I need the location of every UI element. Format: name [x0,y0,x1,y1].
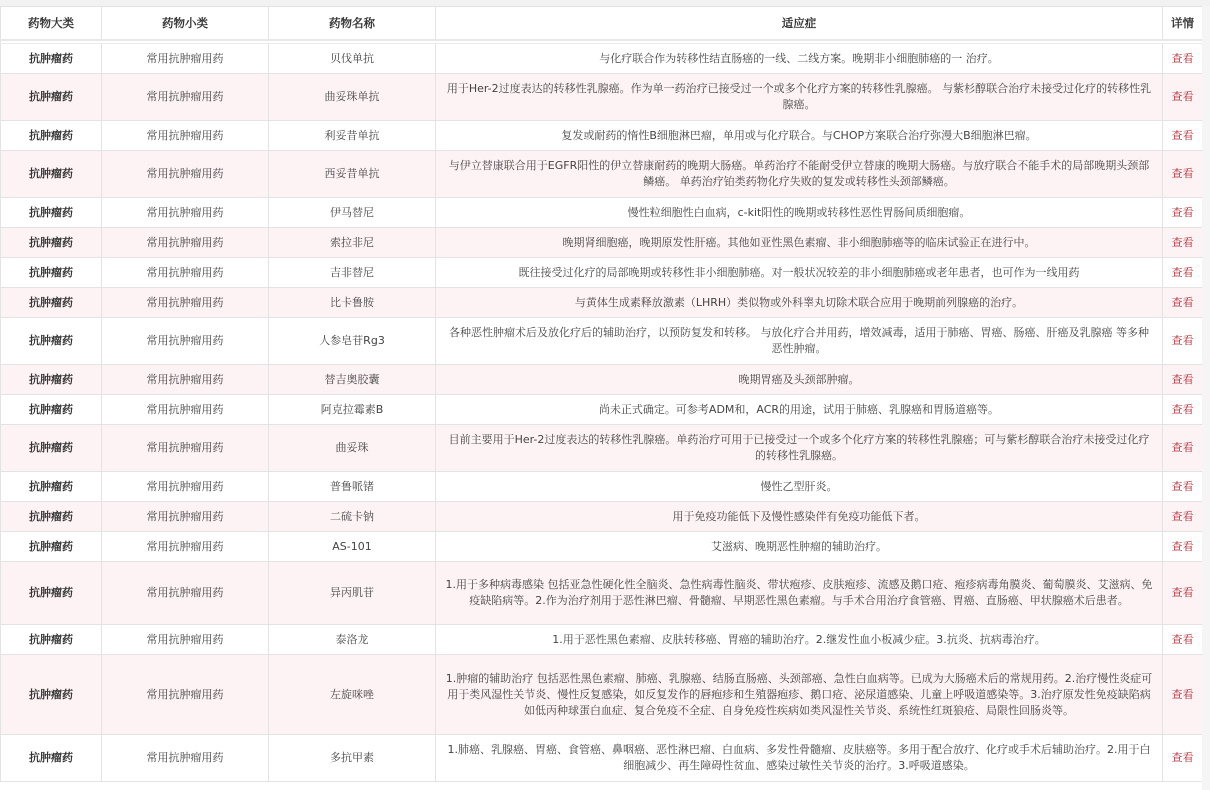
view-detail-link[interactable]: 查看 [1171,687,1194,701]
cell-subcategory: 常用抗肿瘤用药 [102,735,269,782]
cell-category: 抗肿瘤药 [1,425,102,472]
cell-detail [1163,472,1203,502]
header-name: 药物名称 [269,7,436,40]
cell-category: 抗肿瘤药 [1,655,102,735]
table-row [1,655,1203,735]
drug-table [0,6,1203,782]
cell-subcategory: 常用抗肿瘤用药 [102,625,269,655]
cell-category: 抗肿瘤药 [1,198,102,228]
table-row [1,318,1203,365]
view-detail-link[interactable]: 查看 [1171,205,1194,219]
table-row [1,228,1203,258]
cell-drug-name: 人参皂苷Rg3 [269,318,436,365]
header-category: 药物大类 [1,7,102,40]
cell-detail [1163,562,1203,625]
table-row [1,74,1203,121]
cell-drug-name: AS-101 [269,532,436,562]
view-detail-link[interactable]: 查看 [1171,402,1194,416]
cell-detail [1163,655,1203,735]
table-row [1,44,1203,74]
table-header-row [1,7,1203,40]
cell-category: 抗肿瘤药 [1,502,102,532]
view-detail-link[interactable]: 查看 [1171,334,1194,347]
view-detail-link[interactable]: 查看 [1171,128,1194,142]
cell-drug-name: 阿克拉霉素B [269,395,436,425]
cell-drug-name: 利妥昔单抗 [269,121,436,151]
cell-indication: 用于免疫功能低下及慢性感染伴有免疫功能低下者。 [436,502,1163,532]
cell-subcategory: 常用抗肿瘤用药 [102,425,269,472]
cell-subcategory: 常用抗肿瘤用药 [102,74,269,121]
cell-subcategory: 常用抗肿瘤用药 [102,258,269,288]
cell-indication: 慢性粒细胞性白血病，c-kit阳性的晚期或转移性恶性胃肠间质细胞瘤。 [436,198,1163,228]
cell-category: 抗肿瘤药 [1,74,102,121]
cell-detail [1163,288,1203,318]
cell-drug-name: 多抗甲素 [269,735,436,782]
cell-indication: 与伊立替康联合用于EGFR阳性的伊立替康耐药的晚期大肠癌。单药治疗不能耐受伊立替康的晚期大肠癌。与放疗联合不能手术的局部晚期头颈部鳞癌。 单药治疗铂类药物化疗失败的复发或转移性头颈部鳞癌。 [436,151,1163,198]
cell-drug-name: 曲妥珠单抗 [269,74,436,121]
cell-category: 抗肿瘤药 [1,228,102,258]
cell-category: 抗肿瘤药 [1,151,102,198]
cell-subcategory: 常用抗肿瘤用药 [102,365,269,395]
scrollbar-track[interactable] [1202,6,1210,790]
cell-drug-name: 替吉奥胶囊 [269,365,436,395]
cell-subcategory: 常用抗肿瘤用药 [102,151,269,198]
cell-subcategory: 常用抗肿瘤用药 [102,288,269,318]
cell-drug-name: 伊马替尼 [269,198,436,228]
header-detail: 详情 [1163,7,1203,40]
cell-indication: 1.用于恶性黑色素瘤、皮肤转移癌、胃癌的辅助治疗。2.继发性血小板减少症。3.抗炎、抗病毒治疗。 [436,625,1163,655]
cell-category: 抗肿瘤药 [1,365,102,395]
cell-category: 抗肿瘤药 [1,44,102,74]
cell-category: 抗肿瘤药 [1,562,102,625]
header-subcategory: 药物小类 [102,7,269,40]
view-detail-link[interactable]: 查看 [1171,441,1194,454]
view-detail-link[interactable]: 查看 [1171,295,1194,309]
cell-indication: 艾滋病、晚期恶性肿瘤的辅助治疗。 [436,532,1163,562]
cell-subcategory: 常用抗肿瘤用药 [102,395,269,425]
header-indication: 适应症 [436,7,1163,40]
cell-drug-name: 吉非替尼 [269,258,436,288]
table-row [1,395,1203,425]
view-detail-link[interactable]: 查看 [1171,51,1194,65]
cell-drug-name: 二硫卡钠 [269,502,436,532]
table-row [1,625,1203,655]
cell-indication: 复发或耐药的惰性B细胞淋巴瘤，单用或与化疗联合。与CHOP方案联合治疗弥漫大B细胞淋巴瘤。 [436,121,1163,151]
cell-subcategory: 常用抗肿瘤用药 [102,532,269,562]
cell-category: 抗肿瘤药 [1,735,102,782]
view-detail-link[interactable]: 查看 [1171,479,1194,493]
view-detail-link[interactable]: 查看 [1171,167,1194,180]
cell-subcategory: 常用抗肿瘤用药 [102,472,269,502]
cell-drug-name: 索拉非尼 [269,228,436,258]
table-row [1,151,1203,198]
cell-detail [1163,532,1203,562]
view-detail-link[interactable]: 查看 [1171,586,1194,599]
cell-drug-name: 比卡鲁胺 [269,288,436,318]
cell-indication: 与化疗联合作为转移性结直肠癌的一线、二线方案。晚期非小细胞肺癌的一 治疗。 [436,44,1163,74]
cell-detail [1163,425,1203,472]
table-row [1,365,1203,395]
cell-category: 抗肿瘤药 [1,258,102,288]
view-detail-link[interactable]: 查看 [1171,509,1194,523]
cell-category: 抗肿瘤药 [1,121,102,151]
table-row [1,288,1203,318]
cell-detail [1163,121,1203,151]
cell-drug-name: 西妥昔单抗 [269,151,436,198]
view-detail-link[interactable]: 查看 [1171,265,1194,279]
cell-drug-name: 普鲁哌锗 [269,472,436,502]
cell-indication: 与黄体生成素释放激素（LHRH）类似物或外科睾丸切除术联合应用于晚期前列腺癌的治疗。 [436,288,1163,318]
cell-indication: 晚期胃癌及头颈部肿瘤。 [436,365,1163,395]
cell-drug-name: 泰洛龙 [269,625,436,655]
view-detail-link[interactable]: 查看 [1171,539,1194,553]
cell-category: 抗肿瘤药 [1,395,102,425]
table-row [1,735,1203,782]
table-row [1,198,1203,228]
cell-subcategory: 常用抗肿瘤用药 [102,502,269,532]
cell-subcategory: 常用抗肿瘤用药 [102,121,269,151]
cell-subcategory: 常用抗肿瘤用药 [102,228,269,258]
cell-indication: 慢性乙型肝炎。 [436,472,1163,502]
cell-category: 抗肿瘤药 [1,288,102,318]
cell-category: 抗肿瘤药 [1,472,102,502]
view-detail-link[interactable]: 查看 [1171,632,1194,646]
cell-drug-name: 异丙肌苷 [269,562,436,625]
table-row [1,562,1203,625]
view-detail-link[interactable]: 查看 [1171,235,1194,249]
table-row [1,502,1203,532]
cell-indication: 目前主要用于Her-2过度表达的转移性乳腺癌。单药治疗可用于已接受过一个或多个化疗方案的转移性乳腺癌；可与紫杉醇联合治疗未接受过化疗的转移性乳腺癌。 [436,425,1163,472]
table-row [1,121,1203,151]
cell-category: 抗肿瘤药 [1,318,102,365]
cell-drug-name: 贝伐单抗 [269,44,436,74]
cell-detail [1163,735,1203,782]
table-row [1,258,1203,288]
cell-detail [1163,228,1203,258]
table-row [1,425,1203,472]
view-detail-link[interactable]: 查看 [1171,751,1194,764]
cell-detail [1163,151,1203,198]
cell-detail [1163,74,1203,121]
view-detail-link[interactable]: 查看 [1171,372,1194,386]
cell-indication: 各种恶性肿瘤术后及放化疗后的辅助治疗，以预防复发和转移。 与放化疗合并用药，增效减毒，适用于肺癌、胃癌、肠癌、肝癌及乳腺癌 等多种恶性肿瘤。 [436,318,1163,365]
cell-drug-name: 左旋咪唑 [269,655,436,735]
cell-subcategory: 常用抗肿瘤用药 [102,655,269,735]
cell-detail [1163,502,1203,532]
cell-indication: 用于Her-2过度表达的转移性乳腺癌。作为单一药治疗已接受过一个或多个化疗方案的转移性乳腺癌。 与紫杉醇联合治疗未接受过化疗的转移性乳腺癌。 [436,74,1163,121]
view-detail-link[interactable]: 查看 [1171,90,1194,103]
cell-indication: 既往接受过化疗的局部晚期或转移性非小细胞肺癌。对一般状况较差的非小细胞肺癌或老年患者，也可作为一线用药 [436,258,1163,288]
cell-detail [1163,318,1203,365]
cell-indication: 1.用于多种病毒感染 包括亚急性硬化性全脑炎、急性病毒性脑炎、带状疱疹、皮肤疱疹、流感及鹅口疮、疱疹病毒角膜炎、葡萄膜炎、艾滋病、免疫缺陷病等。2.作为治疗剂用于恶性淋巴瘤、骨髓瘤、早期恶性黑色素瘤。与手术合用治疗食管癌、胃癌、直肠癌、甲状腺癌术后患者。 [436,562,1163,625]
cell-indication: 1.肿瘤的辅助治疗 包括恶性黑色素瘤、肺癌、乳腺癌、结肠直肠癌、头颈部癌、急性白血病等。已成为大肠癌术后的常规用药。2.治疗慢性炎症可用于类风湿性关节炎、慢性反复感染，如反复发作的唇疱疹和生殖器疱疹、鹅口疮、泌尿道感染、儿童上呼吸道感染等。3.治疗原发性免疫缺陷病如低丙种球蛋白血症、复合免疫不全症、自身免疫性疾病如类风湿性关节炎、系统性红斑狼疮、局限性回肠炎等。 [436,655,1163,735]
cell-indication: 1.肺癌、乳腺癌、胃癌、食管癌、鼻咽癌、恶性淋巴瘤、白血病、多发性骨髓瘤、皮肤癌等。多用于配合放疗、化疗或手术后辅助治疗。2.用于白细胞减少、再生障碍性贫血、感染过敏性关节炎的治疗。3.呼吸道感染。 [436,735,1163,782]
cell-detail [1163,44,1203,74]
cell-subcategory: 常用抗肿瘤用药 [102,44,269,74]
cell-category: 抗肿瘤药 [1,532,102,562]
cell-indication: 尚未正式确定。可参考ADM和，ACR的用途，试用于肺癌、乳腺癌和胃肠道癌等。 [436,395,1163,425]
cell-detail [1163,258,1203,288]
cell-indication: 晚期肾细胞癌，晚期原发性肝癌。其他如亚性黑色素瘤、非小细胞肺癌等的临床试验正在进行中。 [436,228,1163,258]
cell-detail [1163,365,1203,395]
cell-detail [1163,625,1203,655]
cell-subcategory: 常用抗肿瘤用药 [102,562,269,625]
cell-detail [1163,198,1203,228]
cell-drug-name: 曲妥珠 [269,425,436,472]
cell-category: 抗肿瘤药 [1,625,102,655]
table-row [1,532,1203,562]
table-row [1,472,1203,502]
cell-subcategory: 常用抗肿瘤用药 [102,198,269,228]
cell-detail [1163,395,1203,425]
cell-subcategory: 常用抗肿瘤用药 [102,318,269,365]
